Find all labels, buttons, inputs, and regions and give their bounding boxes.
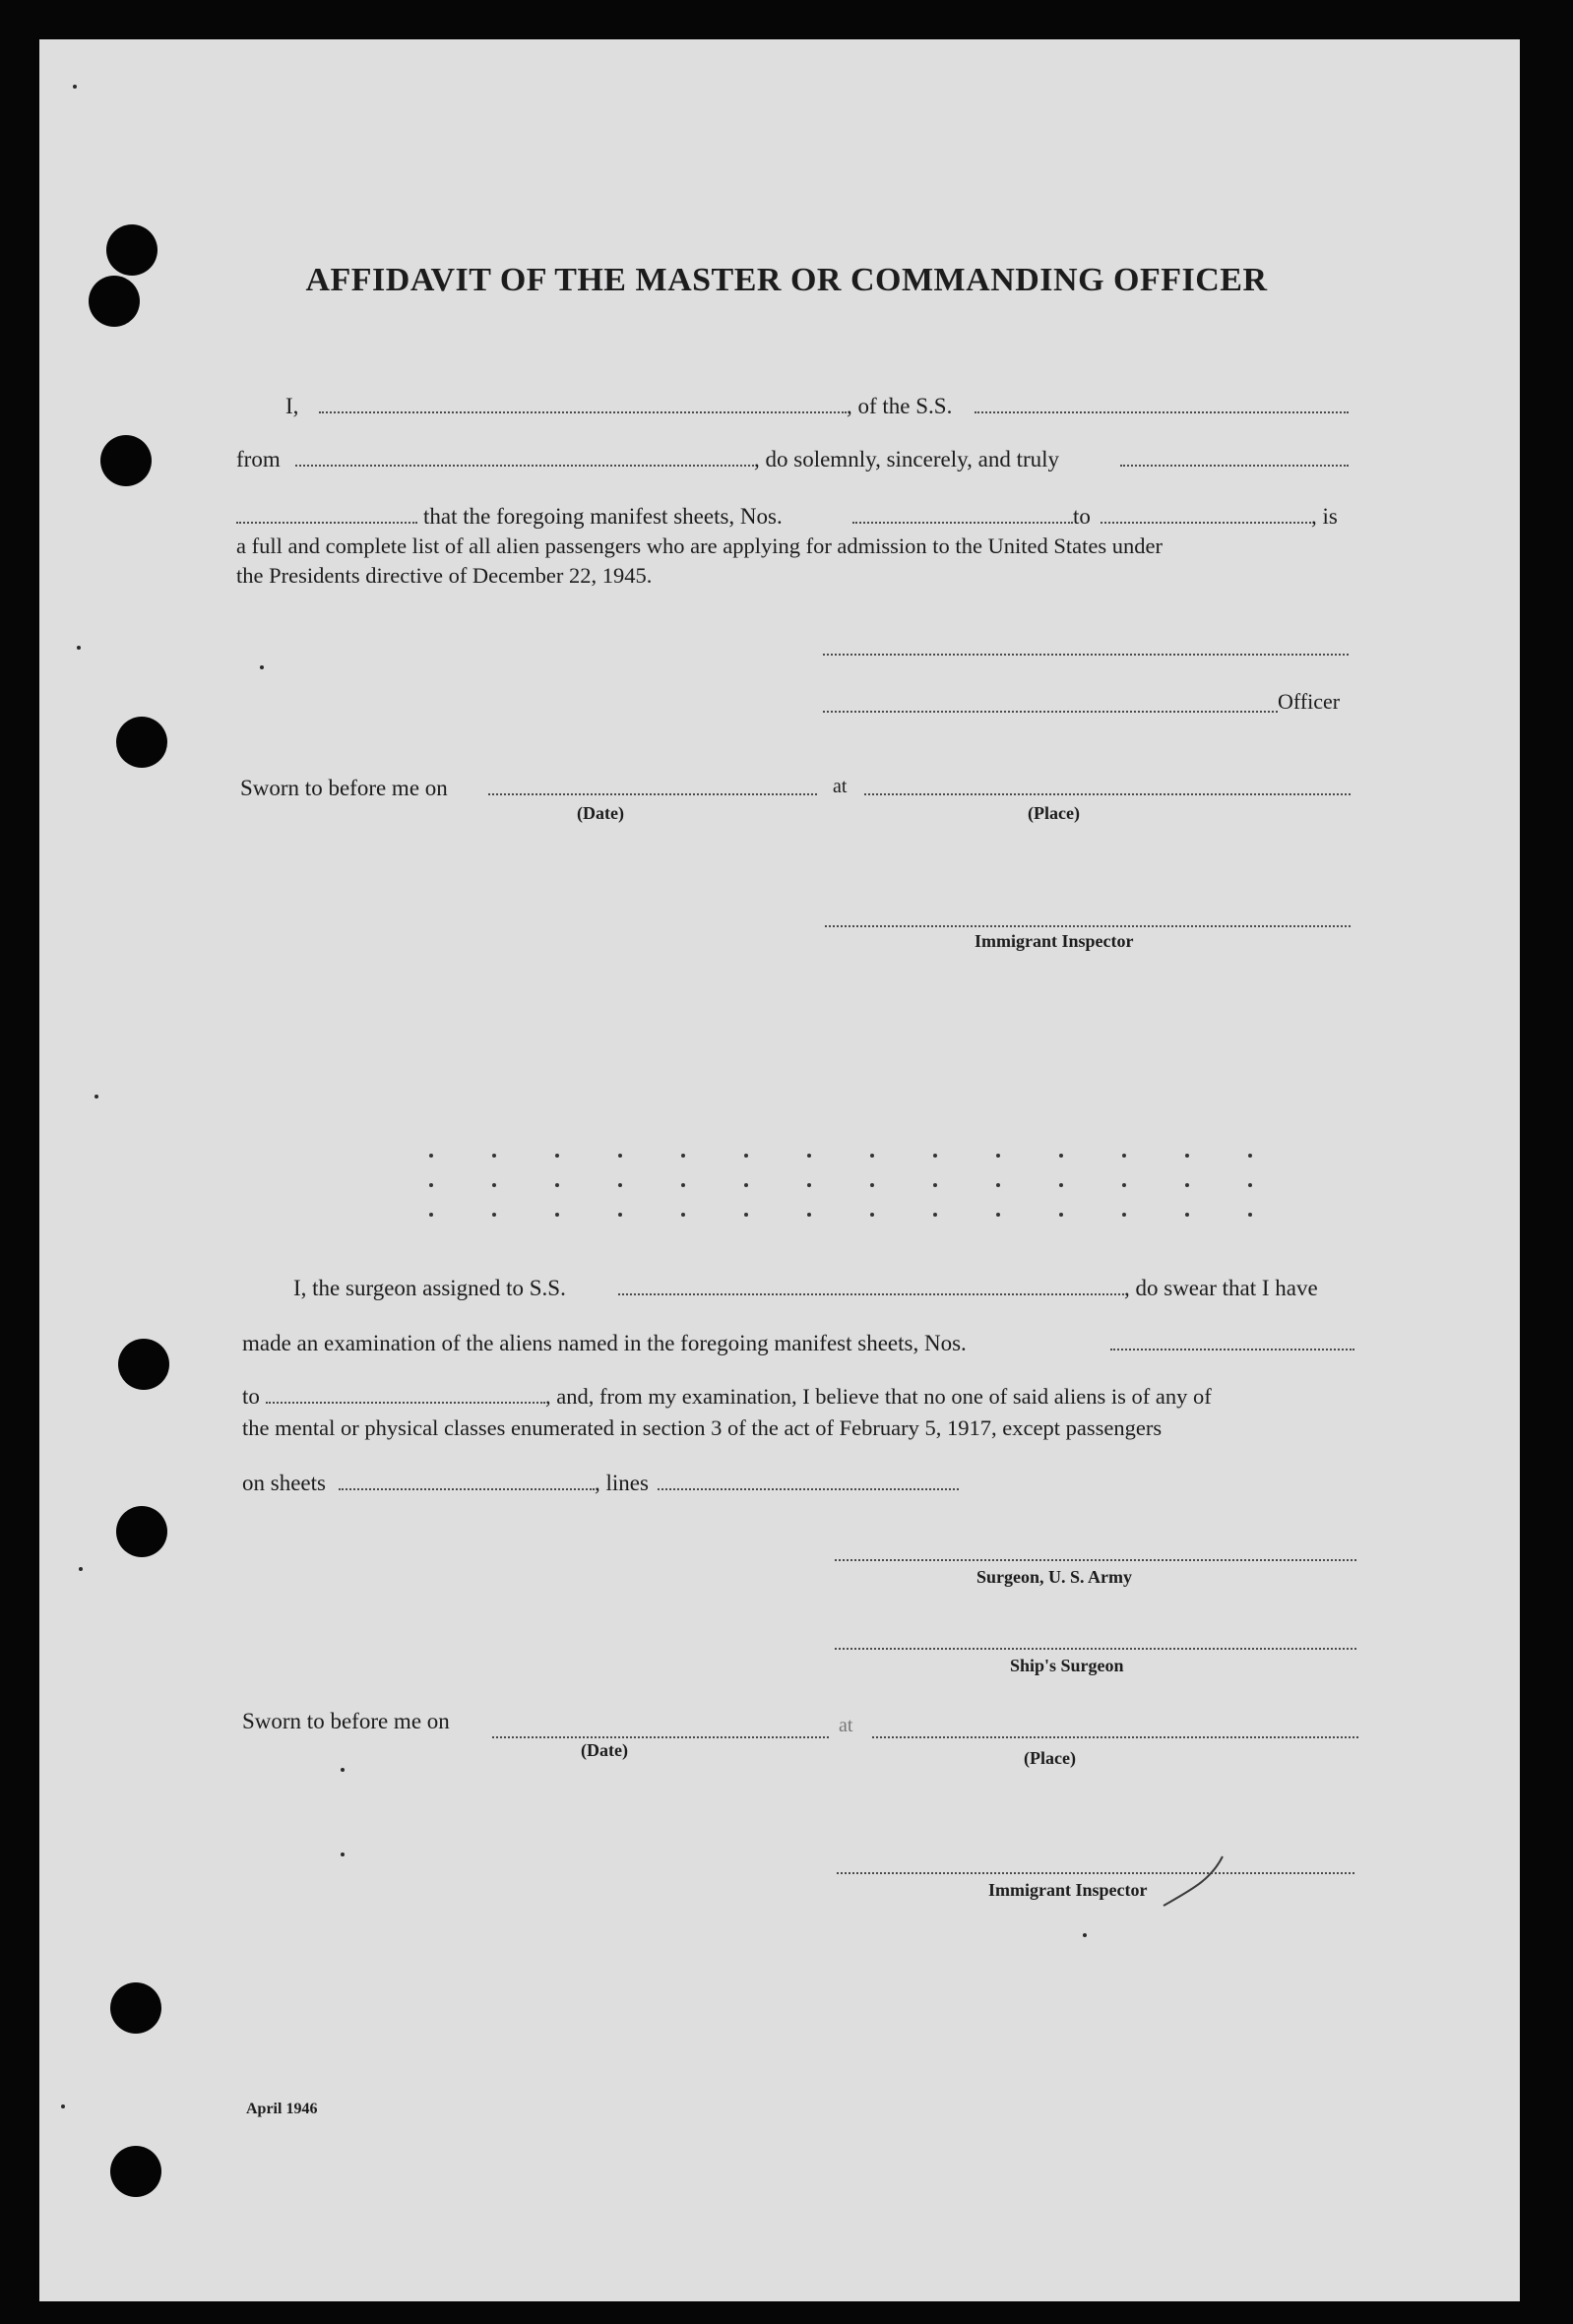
speck bbox=[341, 1768, 345, 1772]
surgeon-inspector-label: Immigrant Inspector bbox=[988, 1880, 1148, 1900]
sheets-from-field[interactable] bbox=[852, 522, 1073, 524]
officer-signature-line[interactable] bbox=[823, 711, 1278, 713]
surgeon-line3-prefix: to bbox=[242, 1384, 260, 1409]
speck bbox=[79, 1567, 83, 1571]
document-page bbox=[39, 39, 1520, 2301]
master-line2-prefix: from bbox=[236, 447, 281, 471]
master-name-field[interactable] bbox=[319, 411, 847, 413]
master-inspector-signature-line[interactable] bbox=[825, 925, 1351, 927]
surgeon-on-sheets-field[interactable] bbox=[339, 1488, 595, 1490]
ships-surgeon-signature-line[interactable] bbox=[835, 1648, 1356, 1650]
master-line1-prefix: I, bbox=[285, 394, 299, 418]
speck bbox=[94, 1095, 98, 1099]
master-line1-mid: , of the S.S. bbox=[847, 394, 953, 418]
master-sworn-at: at bbox=[833, 776, 848, 797]
surgeon-ship-field[interactable] bbox=[618, 1293, 1124, 1295]
surgeon-sworn-at: at bbox=[839, 1715, 853, 1736]
master-inspector-label: Immigrant Inspector bbox=[975, 931, 1134, 951]
master-line3-text: that the foregoing manifest sheets, Nos. bbox=[423, 504, 783, 529]
surgeon-line1-prefix: I, the surgeon assigned to S.S. bbox=[293, 1276, 566, 1300]
speck bbox=[73, 85, 77, 89]
surgeon-line2: made an examination of the aliens named in the foregoing manifest sheets, Nos. bbox=[242, 1331, 967, 1355]
surgeon-inspector-signature-line[interactable] bbox=[837, 1872, 1354, 1874]
dot-separator bbox=[429, 1213, 1315, 1217]
swear-field[interactable] bbox=[236, 522, 417, 524]
footer-date: April 1946 bbox=[246, 2101, 318, 2117]
surgeon-place-caption: (Place) bbox=[1024, 1748, 1076, 1768]
speck bbox=[61, 2104, 65, 2108]
punch-hole bbox=[100, 435, 152, 486]
surgeon-sheets-from-field[interactable] bbox=[1110, 1349, 1354, 1350]
surgeon-line5-mid: , lines bbox=[595, 1471, 649, 1495]
punch-hole bbox=[116, 1506, 167, 1557]
master-place-caption: (Place) bbox=[1028, 803, 1080, 823]
officer-label: Officer bbox=[1278, 689, 1341, 714]
master-line4: a full and complete list of all alien passengers who are applying for admission to the United States under bbox=[236, 534, 1164, 558]
speck bbox=[341, 1853, 345, 1856]
speck bbox=[260, 665, 264, 669]
surgeon-line1-end: , do swear that I have bbox=[1124, 1276, 1318, 1300]
punch-hole bbox=[118, 1339, 169, 1390]
punch-hole bbox=[110, 2146, 161, 2197]
from-port-field[interactable] bbox=[295, 465, 754, 467]
master-sworn-place-field[interactable] bbox=[864, 793, 1351, 795]
master-line3-end: , is bbox=[1311, 504, 1338, 529]
army-surgeon-label: Surgeon, U. S. Army bbox=[976, 1567, 1133, 1587]
ship-name-field[interactable] bbox=[975, 411, 1349, 413]
master-sworn-date-field[interactable] bbox=[488, 793, 817, 795]
surgeon-sheets-to-field[interactable] bbox=[266, 1402, 545, 1404]
surgeon-sworn-date-field[interactable] bbox=[492, 1736, 829, 1738]
master-line2-mid: , do solemnly, sincerely, and truly bbox=[754, 447, 1060, 471]
surgeon-line5-prefix: on sheets bbox=[242, 1471, 326, 1495]
dot-separator bbox=[429, 1183, 1315, 1187]
speck bbox=[1083, 1933, 1087, 1937]
surgeon-sworn-place-field[interactable] bbox=[872, 1736, 1358, 1738]
speck bbox=[77, 646, 81, 650]
signature-line[interactable] bbox=[823, 654, 1349, 656]
page-title: AFFIDAVIT OF THE MASTER OR COMMANDING OFFICER bbox=[305, 262, 1268, 298]
surgeon-date-caption: (Date) bbox=[581, 1740, 628, 1760]
sheets-to-field[interactable] bbox=[1101, 522, 1311, 524]
pen-stroke bbox=[1162, 1851, 1240, 1910]
oath-field[interactable] bbox=[1120, 465, 1349, 467]
punch-hole bbox=[116, 717, 167, 768]
surgeon-line3-end: , and, from my examination, I believe that no one of said aliens is of any of bbox=[545, 1384, 1212, 1409]
surgeon-lines-field[interactable] bbox=[658, 1488, 959, 1490]
master-line3-to: to bbox=[1073, 504, 1091, 529]
punch-hole bbox=[110, 1982, 161, 2034]
master-line5: the Presidents directive of December 22, 1945. bbox=[236, 563, 653, 588]
master-sworn-label: Sworn to before me on bbox=[240, 776, 448, 800]
army-surgeon-signature-line[interactable] bbox=[835, 1559, 1356, 1561]
ships-surgeon-label: Ship's Surgeon bbox=[1010, 1656, 1124, 1675]
surgeon-sworn-label: Sworn to before me on bbox=[242, 1709, 450, 1733]
master-date-caption: (Date) bbox=[577, 803, 624, 823]
surgeon-line4: the mental or physical classes enumerated in section 3 of the act of February 5, 1917, except passengers bbox=[242, 1415, 1163, 1440]
dot-separator bbox=[429, 1154, 1315, 1158]
